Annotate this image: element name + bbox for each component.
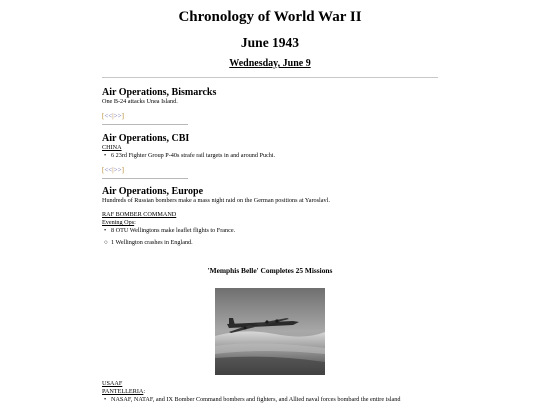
prev-link[interactable]: << xyxy=(104,112,113,120)
list-item: • 6 23rd Fighter Group P-40s strafe rail targets in and around Puchi. xyxy=(104,152,276,159)
section-divider xyxy=(102,178,188,179)
section-nav: [<<|>>] xyxy=(102,112,124,120)
list-item-text: NASAF, NATAF, and IX Bomber Command bombers and fighters, and Allied naval forces bombard the entire island xyxy=(111,396,401,403)
feature-caption: 'Memphis Belle' Completes 25 Missions xyxy=(207,266,333,275)
pantelleria-link[interactable]: PANTELLERIA xyxy=(102,388,144,395)
section-divider xyxy=(102,124,188,125)
section-heading: Air Operations, Europe xyxy=(102,186,204,197)
section-nav: [<<|>>] xyxy=(102,166,124,174)
header-divider xyxy=(102,77,438,78)
usaaf-link[interactable]: USAAF xyxy=(102,380,123,387)
raf-bomber-command-link[interactable]: RAF BOMBER COMMAND xyxy=(102,211,177,218)
next-link[interactable]: >> xyxy=(113,166,122,174)
list-item-text: 1 Wellington crashes in England. xyxy=(111,239,193,246)
page-date-heading: Wednesday, June 9 xyxy=(229,58,311,69)
list-item: • 8 OTU Wellingtons make leaflet flights to France. xyxy=(104,227,236,234)
pantelleria-label: PANTELLERIA: xyxy=(102,388,146,395)
page-title: Chronology of World War II xyxy=(178,9,362,25)
list-item-text: 6 23rd Fighter Group P-40s strafe rail targets in and around Puchi. xyxy=(111,152,276,159)
section-bismarcks xyxy=(102,87,438,125)
section-text: One B-24 attacks Unea Island. xyxy=(102,98,178,105)
china-link[interactable]: CHINA xyxy=(102,144,122,151)
list-item: ○ 1 Wellington crashes in England. xyxy=(104,239,193,246)
page-month: June 1943 xyxy=(240,35,300,50)
next-link[interactable]: >> xyxy=(113,112,122,120)
list-item-text: 8 OTU Wellingtons make leaflet flights to France. xyxy=(111,227,236,234)
section-heading: Air Operations, CBI xyxy=(102,133,190,144)
evening-ops-label: Evening Ops: xyxy=(102,219,136,226)
section-europe xyxy=(102,186,438,247)
section-heading: Air Operations, Bismarcks xyxy=(102,87,217,98)
section-text: Hundreds of Russian bombers make a mass night raid on the German positions at Yaroslavl. xyxy=(102,197,330,204)
b17-bomber-photo xyxy=(215,288,325,375)
list-item: • NASAF, NATAF, and IX Bomber Command bombers and fighters, and Allied naval forces bombard the entire island xyxy=(104,396,401,403)
evening-ops-link[interactable]: Evening Ops xyxy=(102,219,135,226)
section-usaaf xyxy=(102,380,438,404)
section-cbi xyxy=(102,133,438,179)
prev-link[interactable]: << xyxy=(104,166,113,174)
